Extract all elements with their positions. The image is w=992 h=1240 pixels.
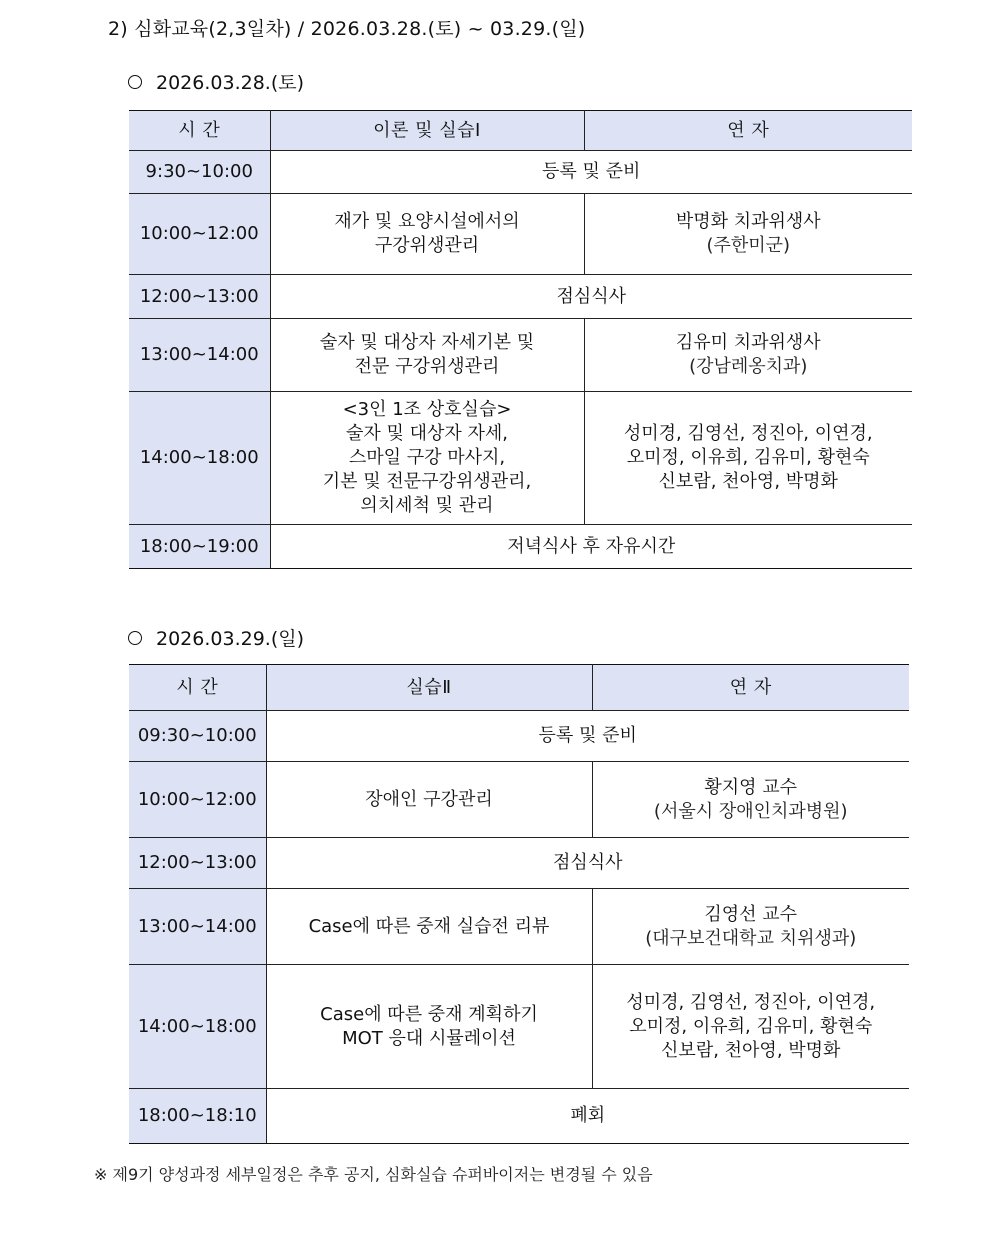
speaker-cell [584, 194, 912, 275]
table-row [129, 194, 912, 275]
speaker-cell [592, 762, 909, 838]
time-cell: 10:00~12:00 [129, 762, 266, 838]
time-cell: 14:00~18:00 [129, 392, 270, 525]
speaker-name: 황지영 교수 [704, 776, 798, 798]
time-cell: 12:00~13:00 [129, 838, 266, 889]
speaker-affiliation: (서울시 장애인치과병원) [653, 800, 848, 822]
topic-line: 구강위생관리 [374, 235, 480, 256]
header-speaker: 연 자 [592, 665, 909, 711]
speaker-name: 박명화 치과위생사 [675, 211, 821, 232]
day1-title [128, 68, 304, 95]
time-cell: 09:30~10:00 [129, 711, 266, 762]
speaker-list-line: 신보람, 천아영, 박명화 [658, 471, 838, 492]
speaker-cell [592, 965, 909, 1089]
topic-line: Case에 따른 중재 실습전 리뷰 [308, 915, 550, 937]
topic-cell [266, 965, 592, 1089]
topic-line: 장애인 구강관리 [365, 788, 493, 810]
merged-cell: 점심식사 [270, 275, 912, 319]
section-heading: 2) 심화교육(2,3일차) / 2026.03.28.(토) ~ 03.29.(일) [108, 18, 586, 40]
circle-bullet-icon [128, 75, 142, 89]
topic-cell [270, 194, 584, 275]
topic-line: Case에 따른 중재 계획하기 [320, 1003, 538, 1025]
topic-cell [266, 762, 592, 838]
speaker-affiliation: (주한미군) [706, 235, 791, 256]
topic-cell [270, 319, 584, 392]
speaker-list-line: 성미경, 김영선, 정진아, 이연경, [626, 991, 876, 1013]
topic-line: 기본 및 전문구강위생관리, [322, 471, 532, 492]
table-row [129, 319, 912, 392]
day1-date: 2026.03.28.(토) [156, 72, 305, 94]
topic-line: 의치세척 및 관리 [360, 495, 494, 516]
table-row [129, 151, 912, 194]
time-cell: 18:00~18:10 [129, 1089, 266, 1144]
topic-line: MOT 응대 시뮬레이션 [342, 1027, 516, 1049]
topic-line: <3인 1조 상호실습> [342, 399, 512, 420]
topic-line: 스마일 구강 마사지, [348, 447, 506, 468]
speaker-affiliation: (강남레옹치과) [689, 356, 808, 377]
speaker-cell [584, 319, 912, 392]
header-time: 시 간 [129, 111, 270, 151]
topic-cell [266, 889, 592, 965]
table-header-row [129, 111, 912, 151]
topic-line: 술자 및 대상자 자세, [346, 423, 508, 444]
merged-cell: 폐회 [266, 1089, 909, 1144]
time-cell: 18:00~19:00 [129, 525, 270, 569]
day2-date: 2026.03.29.(일) [156, 628, 305, 650]
table-row [129, 275, 912, 319]
table-row [129, 392, 912, 525]
header-topic: 실습Ⅱ [266, 665, 592, 711]
topic-cell [270, 392, 584, 525]
time-cell: 13:00~14:00 [129, 889, 266, 965]
header-time: 시 간 [129, 665, 266, 711]
speaker-list-line: 신보람, 천아영, 박명화 [661, 1039, 841, 1061]
time-cell: 10:00~12:00 [129, 194, 270, 275]
table-row [129, 1089, 909, 1144]
header-topic: 이론 및 실습Ⅰ [270, 111, 584, 151]
topic-line: 재가 및 요양시설에서의 [334, 211, 520, 232]
speaker-name: 김영선 교수 [704, 903, 798, 925]
table-row [129, 838, 909, 889]
speaker-list-line: 오미정, 이유희, 김유미, 황현숙 [629, 1015, 873, 1037]
table-row [129, 889, 909, 965]
merged-cell: 저녁식사 후 자유시간 [270, 525, 912, 569]
table-row [129, 711, 909, 762]
speaker-cell [592, 889, 909, 965]
table-row [129, 525, 912, 569]
circle-bullet-icon [128, 631, 142, 645]
speaker-affiliation: (대구보건대학교 치위생과) [645, 927, 857, 949]
time-cell: 14:00~18:00 [129, 965, 266, 1089]
merged-cell: 등록 및 준비 [266, 711, 909, 762]
time-cell: 12:00~13:00 [129, 275, 270, 319]
day2-schedule-table [129, 664, 909, 1144]
header-speaker: 연 자 [584, 111, 912, 151]
table-row [129, 965, 909, 1089]
footnote: ※ 제9기 양성과정 세부일정은 추후 공지, 심화실습 슈퍼바이저는 변경될 수 있음 [94, 1165, 653, 1184]
time-cell: 13:00~14:00 [129, 319, 270, 392]
table-row [129, 762, 909, 838]
speaker-cell [584, 392, 912, 525]
time-cell: 9:30~10:00 [129, 151, 270, 194]
day2-title [128, 624, 304, 651]
speaker-name: 김유미 치과위생사 [675, 332, 821, 353]
topic-line: 술자 및 대상자 자세기본 및 [319, 332, 535, 353]
topic-line: 전문 구강위생관리 [354, 356, 500, 377]
speaker-list-line: 성미경, 김영선, 정진아, 이연경, [623, 423, 873, 444]
merged-cell: 등록 및 준비 [270, 151, 912, 194]
speaker-list-line: 오미정, 이유희, 김유미, 황현숙 [626, 447, 870, 468]
day1-schedule-table [129, 110, 912, 569]
table-header-row [129, 665, 909, 711]
merged-cell: 점심식사 [266, 838, 909, 889]
